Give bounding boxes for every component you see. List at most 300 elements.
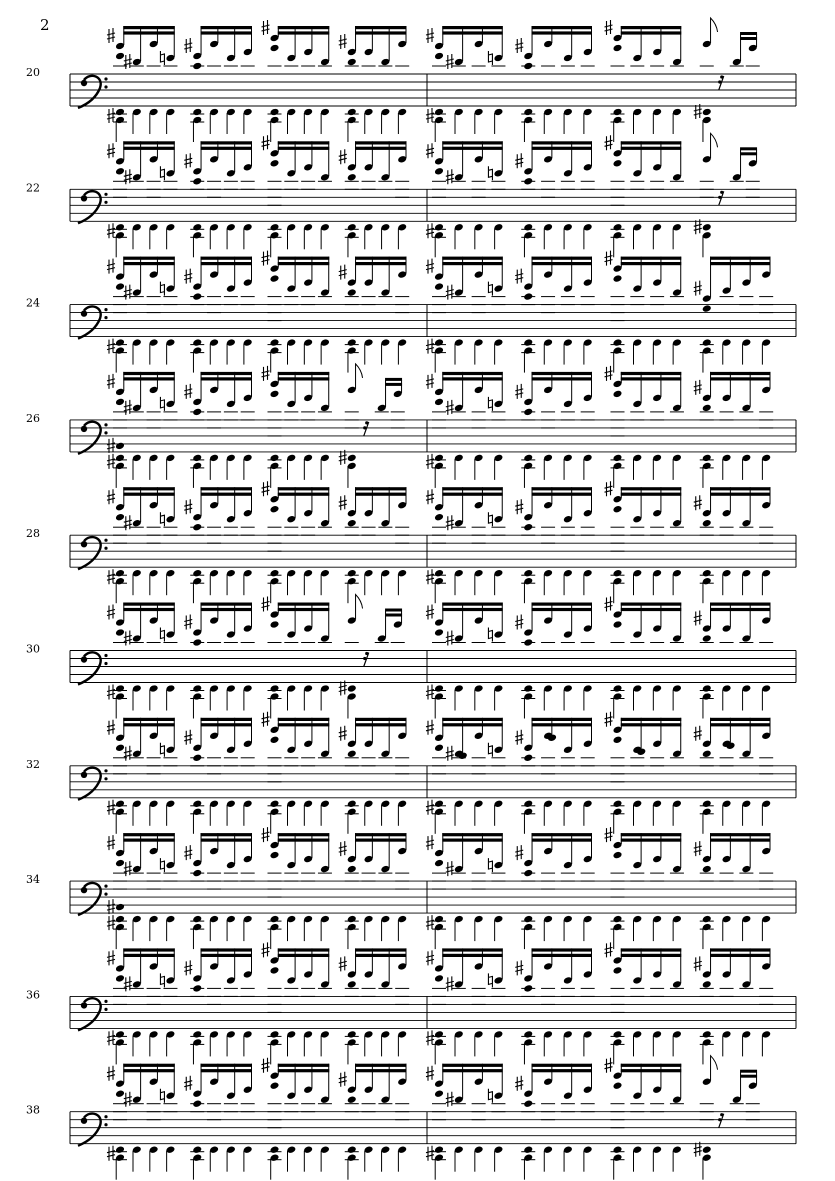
- beam: [710, 377, 770, 380]
- bass-chord-note-head: [434, 223, 444, 232]
- beam: [385, 378, 402, 381]
- bass-chord-note-head: [434, 108, 444, 117]
- bass-clef-icon: [78, 191, 101, 223]
- natural-icon: [488, 51, 492, 65]
- bass-chord-note-head: [192, 108, 202, 117]
- bass-clef-icon: [78, 422, 101, 454]
- sharp-icon: [515, 384, 523, 399]
- beam: [621, 377, 681, 380]
- beam: [532, 377, 592, 380]
- bass-clef-icon: [78, 998, 101, 1030]
- bass-chord-note-head: [270, 223, 280, 232]
- bass-clef-dot: [104, 539, 107, 542]
- beam: [201, 372, 252, 375]
- beam: [621, 487, 681, 490]
- beam: [201, 833, 252, 836]
- chord-note-head: [523, 292, 533, 301]
- sharp-icon: [107, 339, 115, 354]
- beam: [442, 718, 502, 721]
- bass-chord-note-head: [347, 338, 357, 347]
- bass-chord-note-head: [434, 684, 444, 693]
- bass-clef-dot: [81, 1002, 87, 1008]
- beam: [442, 839, 502, 842]
- sharp-icon: [694, 495, 702, 510]
- bass-chord-note-head: [270, 108, 280, 117]
- bass-chord-note-head: [702, 684, 712, 693]
- sharp-icon: [339, 956, 347, 971]
- chord-note-head: [613, 505, 623, 514]
- chord-note-head: [115, 513, 125, 522]
- chord-note-head: [347, 58, 357, 67]
- bass-chord-note-head: [115, 108, 125, 117]
- sharp-icon: [339, 34, 347, 49]
- bass-clef-dot: [104, 1000, 107, 1003]
- chord-note-head: [434, 167, 444, 176]
- sharp-icon: [184, 1076, 192, 1091]
- sharp-icon: [107, 605, 115, 620]
- beam: [740, 152, 757, 155]
- sharp-icon: [107, 223, 115, 238]
- staff-system: [26, 251, 796, 373]
- sharp-icon: [339, 149, 347, 164]
- beam: [621, 262, 681, 265]
- page-number: 2: [40, 16, 50, 34]
- bass-clef-dot: [81, 772, 87, 778]
- beam: [710, 718, 770, 721]
- beam: [123, 141, 174, 144]
- beam: [710, 603, 770, 606]
- beam: [278, 141, 329, 144]
- bass-chord-note-head: [613, 569, 623, 578]
- sharp-icon: [426, 605, 434, 620]
- bass-chord-note-head: [192, 1145, 202, 1154]
- sharp-icon: [107, 950, 115, 965]
- sharp-icon: [184, 153, 192, 168]
- bass-chord-note-head: [347, 108, 357, 117]
- beam: [123, 948, 174, 951]
- beam: [385, 609, 402, 612]
- sharp-icon: [124, 1092, 132, 1107]
- rest-dot: [718, 80, 721, 83]
- sharp-icon: [339, 841, 347, 856]
- beam: [532, 493, 592, 496]
- bass-clef-dot: [104, 547, 107, 550]
- sharp-icon: [426, 1030, 434, 1045]
- beam: [123, 603, 174, 606]
- beam: [621, 147, 681, 150]
- chord-note-head: [613, 159, 623, 168]
- rest-dot: [718, 196, 721, 199]
- chord-note-head: [270, 505, 280, 514]
- chord-note-head: [523, 984, 533, 993]
- beam: [123, 487, 174, 490]
- natural-icon: [160, 512, 164, 526]
- sharp-icon: [107, 259, 115, 274]
- chord-note-head: [702, 750, 712, 759]
- bass-clef-dot: [81, 426, 87, 432]
- measure-number: 24: [26, 296, 40, 310]
- beam: [621, 1064, 681, 1067]
- beam: [532, 147, 592, 150]
- bass-clef-dot: [104, 1008, 107, 1011]
- sharp-icon: [446, 169, 454, 184]
- rest-dot: [365, 652, 368, 655]
- staff-system: [26, 827, 796, 949]
- bass-chord-note-head: [702, 915, 712, 924]
- chord-note-head: [192, 754, 202, 763]
- bass-clef-icon: [78, 306, 101, 338]
- chord-note-head: [347, 519, 357, 528]
- beam: [621, 1069, 681, 1072]
- chord-note-head: [347, 865, 357, 874]
- beam: [201, 487, 252, 490]
- bass-chord-note-head: [115, 223, 125, 232]
- bass-chord-note-head: [613, 1145, 623, 1154]
- bass-note-head: [347, 684, 357, 693]
- bass-chord-note-head: [523, 108, 533, 117]
- sharp-icon: [426, 1146, 434, 1161]
- beam: [621, 372, 681, 375]
- beam: [355, 487, 406, 490]
- sharp-icon: [446, 746, 454, 761]
- bass-clef-dot: [104, 1115, 107, 1118]
- beam: [385, 383, 402, 386]
- bass-clef-dot: [104, 423, 107, 426]
- bass-clef-dot: [104, 431, 107, 434]
- chord-note-head: [523, 62, 533, 71]
- bass-chord-note-head: [192, 684, 202, 693]
- bass-chord-note-head: [270, 915, 280, 924]
- bass-note-head: [702, 1145, 712, 1154]
- natural-icon: [488, 166, 492, 180]
- chord-note-head: [702, 865, 712, 874]
- beam: [278, 1069, 329, 1072]
- bass-chord-note-head: [115, 338, 125, 347]
- chord-note-head: [702, 404, 712, 413]
- bass-clef-icon: [78, 76, 101, 108]
- bass-chord-note-head: [270, 1145, 280, 1154]
- beam: [710, 723, 770, 726]
- beam: [355, 141, 406, 144]
- beam: [123, 723, 174, 726]
- sharp-icon: [694, 281, 702, 296]
- bass-chord-note-head: [347, 800, 357, 809]
- staff-system: [26, 942, 796, 1064]
- bass-clef-dot: [81, 656, 87, 662]
- beam: [442, 948, 502, 951]
- chord-note-head: [115, 628, 125, 637]
- bass-chord-note-head: [613, 108, 623, 117]
- chord-note-head: [270, 620, 280, 629]
- beam: [201, 31, 252, 34]
- sharp-icon: [124, 400, 132, 415]
- bass-chord-note-head: [115, 800, 125, 809]
- beam: [621, 141, 681, 144]
- beam: [355, 833, 406, 836]
- sharp-icon: [107, 108, 115, 123]
- measure-number: 22: [26, 181, 40, 195]
- staff-system: [26, 133, 796, 257]
- beam: [442, 608, 502, 611]
- chord-note-head: [434, 282, 444, 291]
- natural-icon: [160, 743, 164, 757]
- bass-chord-note-head: [192, 915, 202, 924]
- sharp-icon: [694, 956, 702, 971]
- bass-chord-note-head: [115, 442, 125, 451]
- natural-icon: [488, 1089, 492, 1103]
- bass-clef-dot: [104, 1123, 107, 1126]
- beam: [442, 833, 502, 836]
- flag: [711, 1056, 718, 1081]
- bass-clef-dot: [104, 777, 107, 780]
- beam: [532, 26, 592, 29]
- sharp-icon: [262, 1058, 270, 1073]
- chord-note-head: [192, 408, 202, 417]
- sharp-icon: [184, 730, 192, 745]
- sharp-icon: [107, 899, 115, 914]
- beam: [532, 718, 592, 721]
- rest-dot: [720, 191, 723, 194]
- sharp-icon: [446, 976, 454, 991]
- beam: [278, 718, 329, 721]
- sharp-icon: [426, 339, 434, 354]
- bass-chord-note-head: [270, 569, 280, 578]
- sharp-icon: [446, 285, 454, 300]
- beam: [123, 26, 174, 29]
- beam: [201, 723, 252, 726]
- beam: [278, 262, 329, 265]
- beam: [123, 262, 174, 265]
- bass-clef-dot: [104, 316, 107, 319]
- beam: [123, 718, 174, 721]
- beam: [123, 608, 174, 611]
- bass-chord-note-head: [523, 800, 533, 809]
- beam: [621, 723, 681, 726]
- beam: [442, 723, 502, 726]
- rest-dot: [718, 1118, 721, 1121]
- sharp-icon: [262, 942, 270, 957]
- chord-note-head: [523, 523, 533, 532]
- beam: [201, 839, 252, 842]
- sharp-icon: [107, 28, 115, 43]
- beam: [355, 257, 406, 260]
- measure-number: 38: [26, 1103, 40, 1117]
- beam: [278, 487, 329, 490]
- beam: [442, 372, 502, 375]
- bass-chord-note-head: [434, 338, 444, 347]
- beam: [710, 493, 770, 496]
- sharp-icon: [107, 1066, 115, 1081]
- beam: [355, 493, 406, 496]
- sharp-icon: [446, 861, 454, 876]
- bass-chord-note-head: [192, 1030, 202, 1039]
- chord-note-head: [702, 304, 712, 313]
- bass-clef-dot: [81, 80, 87, 86]
- sharp-icon: [605, 597, 613, 612]
- chord-note-head: [613, 620, 623, 629]
- beam: [355, 26, 406, 29]
- beam: [532, 372, 592, 375]
- chord-note-head: [192, 1099, 202, 1108]
- bass-chord-note-head: [523, 915, 533, 924]
- sharp-icon: [605, 712, 613, 727]
- sharp-icon: [184, 269, 192, 284]
- sharp-icon: [124, 861, 132, 876]
- beam: [123, 372, 174, 375]
- bass-chord-note-head: [613, 223, 623, 232]
- sharp-icon: [107, 489, 115, 504]
- natural-icon: [488, 858, 492, 872]
- beam: [621, 608, 681, 611]
- bass-chord-note-head: [613, 684, 623, 693]
- beam: [442, 1064, 502, 1067]
- sharp-icon: [184, 615, 192, 630]
- measure-number: 30: [26, 642, 40, 656]
- bass-clef-icon: [78, 652, 101, 684]
- bass-chord-note-head: [347, 915, 357, 924]
- beam: [278, 723, 329, 726]
- sharp-icon: [184, 38, 192, 53]
- beam: [532, 948, 592, 951]
- beam: [278, 833, 329, 836]
- chord-note-head: [613, 274, 623, 283]
- beam: [442, 954, 502, 957]
- sharp-icon: [446, 1092, 454, 1107]
- sharp-icon: [262, 481, 270, 496]
- sharp-icon: [446, 54, 454, 69]
- chord-note-head: [702, 634, 712, 643]
- bass-clef-dot: [81, 195, 87, 201]
- beam: [123, 257, 174, 260]
- measure-number: 34: [26, 873, 40, 887]
- sharp-icon: [262, 712, 270, 727]
- beam: [740, 32, 757, 35]
- chord-note-head: [347, 1095, 357, 1104]
- bass-clef-icon: [78, 883, 101, 915]
- bass-clef-dot: [104, 662, 107, 665]
- staff-system: [26, 18, 796, 142]
- sharp-icon: [694, 380, 702, 395]
- beam: [442, 26, 502, 29]
- bass-chord-note-head: [613, 338, 623, 347]
- sharp-icon: [124, 515, 132, 530]
- sharp-icon: [446, 400, 454, 415]
- bass-chord-note-head: [115, 903, 125, 912]
- beam: [355, 954, 406, 957]
- bass-chord-note-head: [115, 915, 125, 924]
- sharp-icon: [605, 827, 613, 842]
- bass-clef-dot: [81, 1118, 87, 1124]
- beam: [355, 31, 406, 34]
- bass-chord-note-head: [115, 684, 125, 693]
- staff-system: [26, 1056, 796, 1180]
- beam: [355, 1069, 406, 1072]
- sharp-icon: [107, 720, 115, 735]
- beam: [621, 948, 681, 951]
- sharp-icon: [426, 143, 434, 158]
- sharp-icon: [426, 489, 434, 504]
- beam: [532, 257, 592, 260]
- chord-note-head: [613, 1081, 623, 1090]
- sharp-icon: [107, 569, 115, 584]
- rest-dot: [363, 426, 366, 429]
- sharp-icon: [184, 499, 192, 514]
- bass-chord-note-head: [613, 454, 623, 463]
- chord-note-head: [270, 274, 280, 283]
- sharp-icon: [694, 841, 702, 856]
- chord-note-head: [115, 859, 125, 868]
- sharp-icon: [605, 942, 613, 957]
- beam: [201, 608, 252, 611]
- sharp-icon: [339, 495, 347, 510]
- sharp-icon: [446, 515, 454, 530]
- natural-icon: [488, 512, 492, 526]
- flag: [711, 18, 718, 43]
- beam: [442, 493, 502, 496]
- sharp-icon: [107, 835, 115, 850]
- bass-chord-note-head: [434, 915, 444, 924]
- beam: [278, 608, 329, 611]
- beam: [621, 954, 681, 957]
- beam: [442, 377, 502, 380]
- beam: [123, 1069, 174, 1072]
- chord-note-head: [613, 966, 623, 975]
- beam: [278, 603, 329, 606]
- sharp-icon: [426, 454, 434, 469]
- beam: [532, 839, 592, 842]
- beam: [201, 718, 252, 721]
- bass-chord-note-head: [115, 1030, 125, 1039]
- chord-note-head: [270, 159, 280, 168]
- beam: [278, 31, 329, 34]
- flag: [711, 133, 718, 158]
- chord-note-head: [192, 62, 202, 71]
- sharp-icon: [605, 251, 613, 266]
- beam: [123, 147, 174, 150]
- chord-note-head: [523, 177, 533, 186]
- chord-note-head: [115, 744, 125, 753]
- sharp-icon: [515, 960, 523, 975]
- measure-number: 28: [26, 527, 40, 541]
- beam: [740, 1075, 757, 1078]
- beam: [278, 147, 329, 150]
- beam: [442, 31, 502, 34]
- sharp-icon: [184, 845, 192, 860]
- beam: [278, 257, 329, 260]
- sharp-icon: [515, 730, 523, 745]
- beam: [355, 839, 406, 842]
- bass-note-head: [347, 454, 357, 463]
- bass-chord-note-head: [523, 338, 533, 347]
- bass-chord-note-head: [270, 338, 280, 347]
- sharp-icon: [262, 597, 270, 612]
- bass-chord-note-head: [270, 1030, 280, 1039]
- sharp-icon: [262, 251, 270, 266]
- beam: [532, 1069, 592, 1072]
- beam: [532, 833, 592, 836]
- bass-chord-note-head: [613, 915, 623, 924]
- natural-icon: [488, 743, 492, 757]
- beam: [740, 147, 757, 150]
- beam: [532, 31, 592, 34]
- chord-note-head: [192, 638, 202, 647]
- beam: [442, 603, 502, 606]
- bass-clef-dot: [104, 308, 107, 311]
- beam: [621, 718, 681, 721]
- beam: [740, 1070, 757, 1073]
- beam: [278, 372, 329, 375]
- chord-note-head: [115, 1089, 125, 1098]
